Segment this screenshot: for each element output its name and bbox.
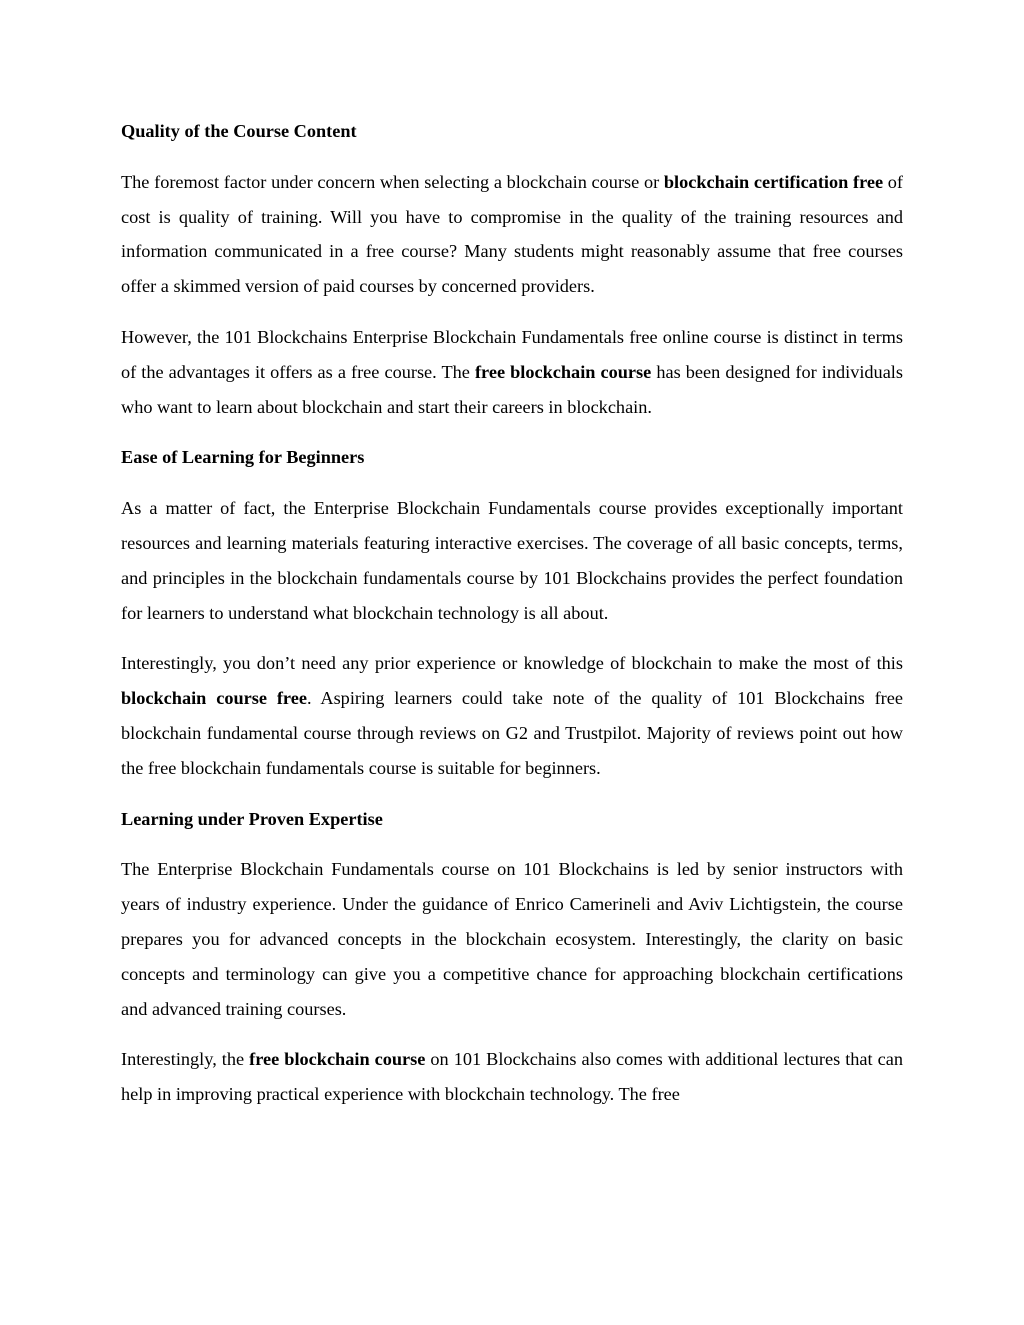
bold-keyword: blockchain course free xyxy=(121,688,307,709)
paragraph xyxy=(121,165,903,304)
section-ease-of-learning xyxy=(121,440,903,785)
paragraph-text: . Aspiring learners could take note of the quality of 101 Blockchains free blockchain fundamental course through reviews on G2 and Trustpilot. Majority of reviews point out how the free blockchain fundamentals course is suitable for beginners. xyxy=(121,688,903,778)
paragraph xyxy=(121,646,903,785)
paragraph-text: Interestingly, you don’t need any prior experience or knowledge of blockchain to make the most of this xyxy=(121,653,903,674)
paragraph xyxy=(121,320,903,424)
paragraph xyxy=(121,1042,903,1112)
document-page xyxy=(121,114,903,1128)
bold-keyword: blockchain certification free xyxy=(663,171,884,192)
paragraph xyxy=(121,852,903,1026)
paragraph-text: has been designed for individuals who want to learn about blockchain and start their careers in blockchain. xyxy=(121,361,904,417)
paragraph-text: As a matter of fact, the Enterprise Blockchain Fundamentals course provides exceptionally important resources and learning materials featuring interactive exercises. The coverage of all basic concepts, terms, and principles in the blockchain fundamentals course by 101 Blockchains provides the perfect foundation for learners to understand what blockchain technology is all about. xyxy=(121,498,903,623)
paragraph-text: Interestingly, the xyxy=(121,1049,250,1070)
section-quality-of-course-content xyxy=(121,114,903,424)
section-heading: Learning under Proven Expertise xyxy=(121,808,383,829)
section-proven-expertise xyxy=(121,802,903,1112)
paragraph-text: of cost is quality of training. Will you have to compromise in the quality of the training resources and information communicated in a free course? Many students might reasonably assume that free courses offer a skimmed version of paid courses by concerned providers. xyxy=(121,171,904,297)
section-heading: Ease of Learning for Beginners xyxy=(121,447,365,468)
paragraph-text: The Enterprise Blockchain Fundamentals course on 101 Blockchains is led by senior instructors with years of industry experience. Under the guidance of Enrico Camerineli and Aviv Lichtigstein, the course prepares you for advanced concepts in the blockchain ecosystem. Interestingly, the clarity on basic concepts and terminology can give you a competitive chance for approaching blockchain certifications and advanced training courses. xyxy=(121,859,903,1019)
paragraph-text: on 101 Blockchains also comes with additional lectures that can help in improving practical experience with blockchain technology. The free xyxy=(121,1049,903,1105)
paragraph-text: The foremost factor under concern when selecting a blockchain course or xyxy=(121,171,664,192)
paragraph-text: However, the 101 Blockchains Enterprise Blockchain Fundamentals free online course is distinct in terms of the advantages it offers as a free course. The xyxy=(121,326,903,382)
section-heading: Quality of the Course Content xyxy=(121,121,357,141)
bold-keyword: free blockchain course xyxy=(474,361,652,382)
paragraph xyxy=(121,491,903,630)
bold-keyword: free blockchain course xyxy=(249,1049,426,1070)
